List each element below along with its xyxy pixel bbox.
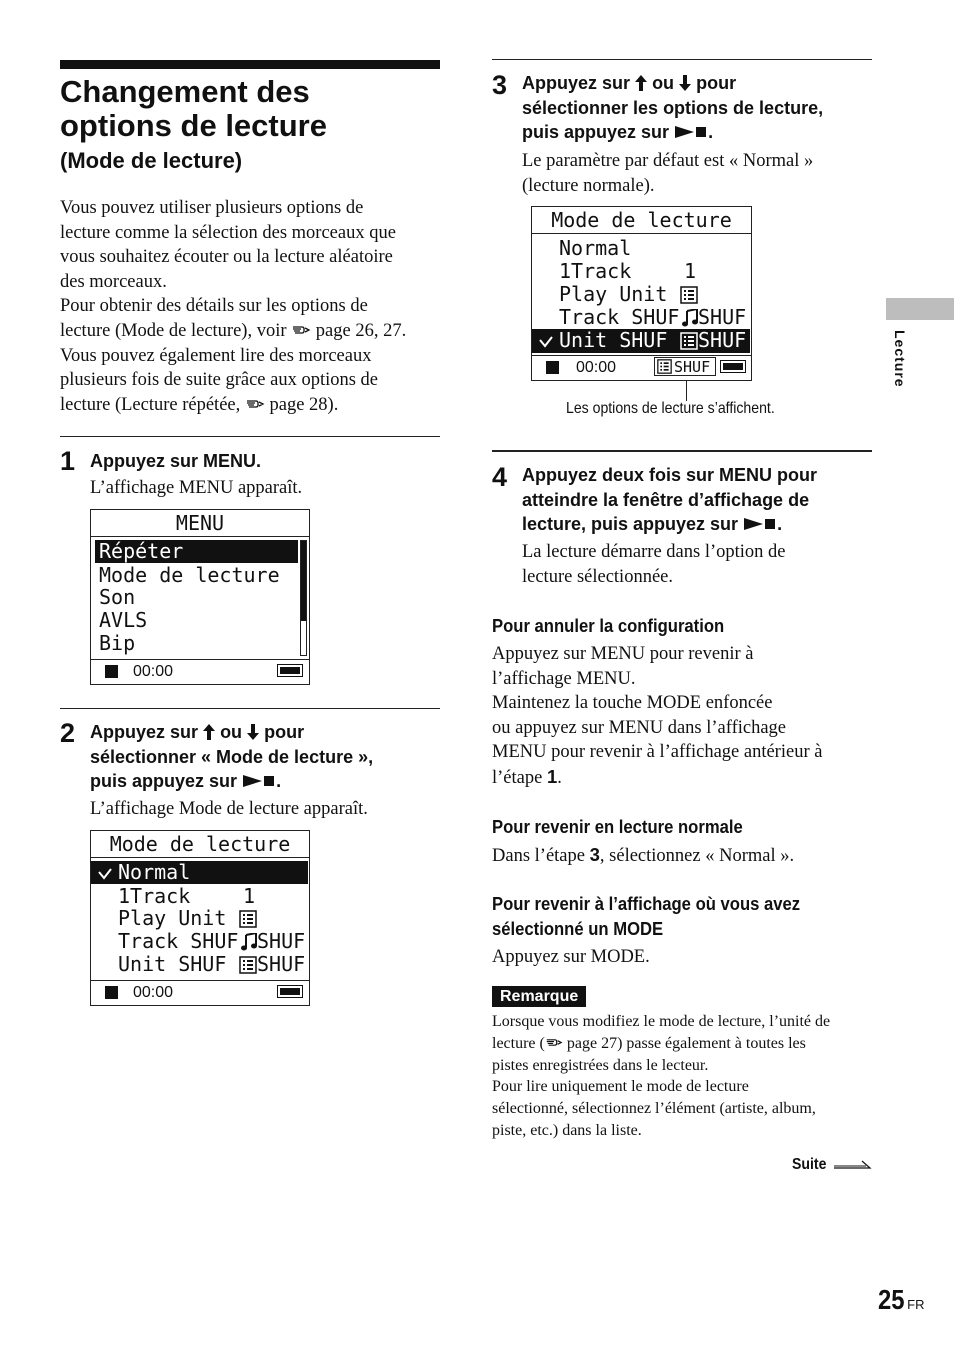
step-2-description: L’affichage Mode de lecture apparaît. (90, 799, 368, 819)
page-subtitle: (Mode de lecture) (60, 148, 243, 173)
unit-list-icon (680, 332, 698, 350)
step-3-number: 3 (492, 70, 508, 100)
playmode-track-shuf[interactable]: Track SHUF (559, 305, 680, 329)
playmode-track-shuf-value: SHUF (257, 929, 306, 953)
step-4-description: La lecture démarre dans l’option de lecture sélectionnée. (522, 542, 786, 587)
page-reference-icon (291, 323, 311, 337)
step-4-number: 4 (492, 462, 508, 492)
lcd-playmode-screen (90, 830, 310, 1006)
battery-icon (277, 664, 303, 677)
unit-list-icon (239, 956, 257, 974)
lcd-status-bar (91, 659, 309, 684)
playmode-1track-value: 1 (243, 884, 256, 908)
play-stop-icon (674, 125, 708, 139)
step-4-title: Appuyez deux fois sur MENU pour atteindre la fenêtre d’affichage de lecture, puis appuyez sur . (522, 465, 818, 534)
playmode-track-shuf[interactable]: Track SHUF (118, 929, 239, 953)
playmode-play-unit[interactable]: Play Unit (118, 906, 227, 930)
lcd-menu-screen (90, 509, 310, 685)
playmode-normal[interactable]: Normal (559, 236, 632, 260)
playmode-1track-value: 1 (684, 259, 697, 283)
check-icon (98, 868, 112, 880)
step-1-title: Appuyez sur MENU. (90, 451, 262, 471)
unit-list-icon (657, 359, 672, 374)
up-arrow-icon (203, 724, 215, 740)
note-badge: Remarque (492, 986, 586, 1007)
step-2-number: 2 (60, 718, 76, 748)
up-arrow-icon (635, 75, 647, 91)
side-tab-label: Lecture (892, 330, 908, 388)
divider (492, 59, 872, 60)
playmode-normal[interactable]: Normal (118, 860, 191, 884)
page-number: 25 FR (878, 1284, 925, 1315)
step-1-number: 1 (60, 446, 76, 476)
cancel-heading: Pour annuler la configuration (492, 615, 725, 636)
page-reference-icon (245, 397, 265, 411)
unit-list-icon (680, 286, 698, 304)
lcd-playmode-selected-screen (531, 206, 752, 381)
lcd-scrollbar[interactable] (300, 540, 307, 656)
stop-icon (105, 986, 118, 999)
lcd-caption: Les options de lecture s’affichent. (566, 400, 775, 417)
playmode-unit-shuf-value: SHUF (698, 328, 747, 352)
music-note-icon (682, 309, 698, 327)
menu-item-repeter[interactable]: Répéter (99, 539, 184, 563)
playmode-unit-shuf[interactable]: Unit SHUF (118, 952, 227, 976)
playmode-play-unit[interactable]: Play Unit (559, 282, 668, 306)
page-title-line1: Changement des (60, 74, 310, 109)
continue-arrow-icon (834, 1159, 872, 1169)
play-stop-icon (743, 517, 777, 531)
lcd-title: MENU (91, 510, 309, 537)
continue-label: Suite (792, 1156, 872, 1174)
intro-paragraph: Vous pouvez utiliser plusieurs options de lecture comme la sélection des morceaux que vous souhaitez écouter ou la lecture aléatoire des morceaux. Pour obtenir des détails sur les options de lecture (Mode de lecture), voir page 26, 27. Vous pouvez également lire des morceaux plusieurs fois de suite grâce aux options de lecture (Lecture répétée, page 28). (60, 198, 407, 415)
battery-icon (277, 985, 303, 998)
lcd-title: Mode de lecture (532, 207, 751, 234)
down-arrow-icon (679, 75, 691, 91)
playmode-unit-shuf[interactable]: Unit SHUF (559, 328, 668, 352)
step-3-description: Le paramètre par défaut est « Normal » (lecture normale). (522, 151, 814, 196)
stop-icon (105, 665, 118, 678)
menu-item-avls[interactable]: AVLS (99, 608, 148, 632)
lcd-status-bar (532, 355, 751, 380)
divider (60, 708, 440, 709)
lcd-status-bar (91, 980, 309, 1005)
lcd-time: 00:00 (576, 359, 617, 376)
menu-item-son[interactable]: Son (99, 585, 136, 609)
lcd-title: Mode de lecture (91, 831, 309, 858)
menu-item-mode-de-lecture[interactable]: Mode de lecture (99, 563, 280, 587)
playmode-1track[interactable]: 1Track (118, 884, 191, 908)
play-stop-icon (242, 774, 276, 788)
step-3-title: Appuyez sur ou pour sélectionner les options de lecture, puis appuyez sur . (522, 73, 824, 142)
divider (492, 450, 872, 452)
normal-heading: Pour revenir en lecture normale (492, 816, 743, 837)
side-tab (886, 298, 954, 320)
title-bar (60, 60, 440, 69)
callout-line (686, 381, 687, 401)
playmode-unit-shuf-value: SHUF (257, 952, 306, 976)
step-2-title: Appuyez sur ou pour sélectionner « Mode de lecture », puis appuyez sur . (90, 722, 374, 791)
status-mode-text: SHUF (674, 358, 711, 376)
menu-item-bip[interactable]: Bip (99, 631, 136, 655)
step-1-description: L’affichage MENU apparaît. (90, 478, 303, 498)
check-icon (539, 336, 553, 348)
unit-list-icon (239, 910, 257, 928)
music-note-icon (241, 933, 257, 951)
status-mode-box (654, 357, 716, 376)
mode-paragraph: Appuyez sur MODE. (492, 947, 650, 967)
note-paragraph: Lorsque vous modifiez le mode de lecture, l’unité de lecture ( page 27) passe également à toutes les pistes enregistrées dans le lecteur. Pour lire uniquement le mode de lecture sélectionné, sélectionnez l’élément (artiste, album, piste, etc.) dans la liste. (492, 1013, 831, 1139)
normal-paragraph: Dans l’étape 3, sélectionnez « Normal ». (492, 844, 795, 866)
lcd-time: 00:00 (133, 984, 174, 1001)
playmode-1track[interactable]: 1Track (559, 259, 632, 283)
cancel-paragraph: Appuyez sur MENU pour revenir à l’affichage MENU. Maintenez la touche MODE enfoncée ou appuyez sur MENU dans l’affichage MENU pour revenir à l’affichage antérieur à l’étape 1. (492, 644, 823, 788)
battery-icon (720, 360, 746, 373)
page-title-line2: options de lecture (60, 108, 327, 143)
mode-heading: Pour revenir à l’affichage où vous avez sélectionné un MODE (492, 893, 801, 939)
down-arrow-icon (247, 724, 259, 740)
playmode-track-shuf-value: SHUF (698, 305, 747, 329)
lcd-time: 00:00 (133, 663, 174, 680)
stop-icon (546, 361, 559, 374)
divider (60, 436, 440, 437)
lcd-scrollbar-thumb[interactable] (301, 541, 306, 621)
page-reference-icon (545, 1036, 563, 1049)
